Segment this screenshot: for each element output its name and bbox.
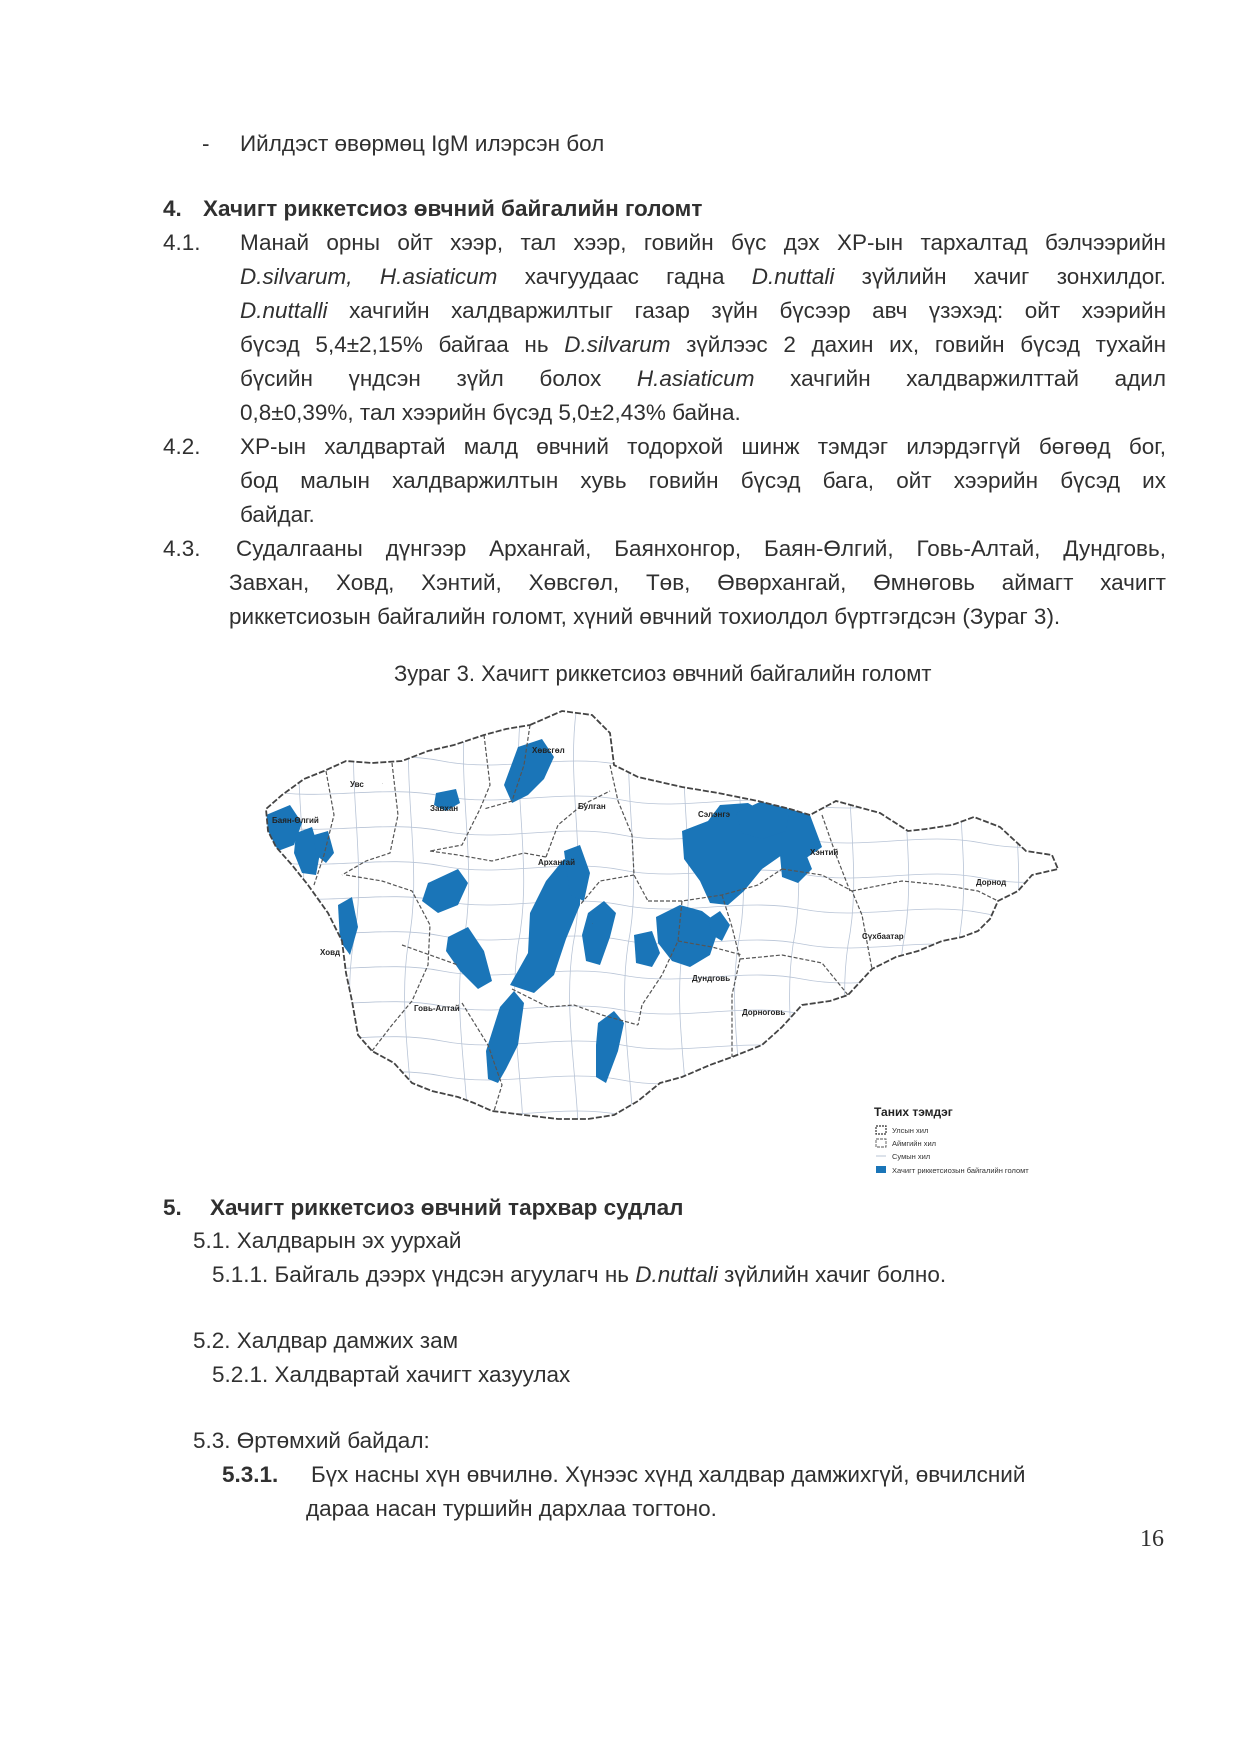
legend-swatch-country [876, 1126, 886, 1134]
item-5-1-1-text: 5.1.1. Байгаль дээрх үндсэн агуулагч нь [212, 1262, 636, 1287]
species-name: D.nuttali [635, 1262, 718, 1287]
p41-line3-text: хачгийн халдваржилтыг газар зүйн бүсээр авч үзэхэд: ойт хээрийн [327, 298, 1166, 323]
p41-line5-text: хачгийн халдваржилттай адил [754, 366, 1166, 391]
p43-number: 4.3. [163, 536, 201, 561]
species-name: D.nuttali [751, 264, 835, 289]
legend-item-soum: Сумын хил [892, 1152, 931, 1161]
p41-line6: 0,8±0,39%, тал хээрийн бүсэд 5,0±2,43% байна. [240, 400, 741, 425]
aimag-label-dundgovi: Дундговь [692, 974, 731, 983]
item-5-2-1: 5.2.1. Халдвартай хачигт хазуулах [212, 1362, 571, 1387]
p41-line2 [240, 260, 1166, 294]
item-5-1-1-text: зүйлийн хачиг болно. [717, 1262, 947, 1287]
species-name: D.silvarum [564, 332, 671, 357]
p42-line3: байдаг. [240, 502, 315, 527]
aimag-label-sukhbaatar: Сүхбаатар [862, 932, 904, 941]
section4-number: 4. [163, 196, 182, 221]
p41-line5-text: бүсийн үндсэн зүйл болох [240, 366, 637, 391]
legend-item-country: Улсын хил [892, 1126, 929, 1135]
aimag-label-arkhangai: Архангай [538, 858, 575, 867]
aimag-label-khuvsgul: Хөвсгөл [532, 746, 565, 755]
p43-line3: риккетсиозын байгалийн голомт, хүний өвчний тохиолдол бүртгэгдсэн (Зураг 3). [229, 604, 1061, 629]
aimag-label-khovd: Ховд [320, 948, 341, 957]
p42-line2: бод малын халдваржилтын хувь говийн бүсэд бага, ойт хээрийн бүсэд их [240, 468, 1166, 493]
section5-heading: Хачигт риккетсиоз өвчний тархвар судлал [210, 1195, 684, 1220]
map-legend [874, 1105, 1029, 1175]
p41-line3 [240, 294, 1166, 328]
p41-line2-text: хачгуудаас гадна [497, 264, 752, 289]
p43-line1: Судалгааны дүнгээр Архангай, Баянхонгор, Баян-Өлгий, Говь-Алтай, Дундговь, [236, 536, 1166, 561]
species-name: H.asiaticum [636, 366, 755, 391]
legend-item-aimag: Аймгийн хил [892, 1139, 937, 1148]
p41-line2-text: зүйлийн хачиг зонхилдог. [834, 264, 1166, 289]
item-5-3-1-line2: дараа насан туршийн дархлаа тогтоно. [306, 1496, 717, 1521]
p43-line2: Завхан, Ховд, Хэнтий, Хөвсгөл, Төв, Өвөрхангай, Өмнөговь аймагт хачигт [229, 570, 1166, 595]
aimag-label-uvs: Увс [350, 780, 364, 789]
subsection-5-1: 5.1. Халдварын эх уурхай [193, 1228, 462, 1253]
legend-title: Таних тэмдэг [874, 1105, 953, 1119]
section4-heading: Хачигт риккетсиоз өвчний байгалийн голомт [203, 196, 703, 221]
p41-line4 [240, 328, 1166, 362]
aimag-label-bulgan: Булган [578, 802, 606, 811]
bullet-marker: - [202, 131, 210, 156]
aimag-label-selenge: Сэлэнгэ [698, 810, 731, 819]
species-name: D.nuttalli [240, 298, 328, 323]
legend-item-focus: Хачигт риккетсиозын байгалийн голомт [892, 1166, 1029, 1175]
p41-line5 [240, 362, 1166, 396]
subsection-5-3: 5.3. Өртөмхий байдал: [193, 1428, 430, 1453]
p41-line4-text: зүйлээс 2 дахин их, говийн бүсэд тухайн [670, 332, 1166, 357]
soum-label: · [592, 921, 594, 926]
p41-line1: Манай орны ойт хээр, тал хээр, говийн бүс дэх ХР-ын тархалтад бэлчээрийн [240, 230, 1166, 255]
p41-line4-text: бүсэд 5,4±2,15% байгаа нь [240, 332, 565, 357]
subsection-5-2: 5.2. Халдвар дамжих зам [193, 1328, 459, 1353]
item-5-3-1-line1: Бүх насны хүн өвчилнө. Хүнээс хүнд халдвар дамжихгүй, өвчилсний [311, 1462, 1026, 1487]
page-number: 16 [1140, 1526, 1164, 1552]
soum-label: · [382, 781, 384, 786]
aimag-label-dornogovi: Дорноговь [742, 1008, 786, 1017]
item-5-1-1 [212, 1258, 946, 1292]
p42-number: 4.2. [163, 434, 201, 459]
legend-swatch-aimag [876, 1139, 886, 1147]
legend-swatch-focus [876, 1166, 886, 1173]
p42-line1: ХР-ын халдвартай малд өвчний тодорхой шинж тэмдэг илэрдэггүй бөгөөд бог, [240, 434, 1166, 459]
species-name: D.silvarum, H.asiaticum [240, 264, 498, 289]
mongolia-map [262, 705, 1062, 1185]
aimag-label-zavkhan: Завхан [430, 804, 459, 813]
section5-number: 5. [163, 1195, 182, 1220]
aimag-label-govi-altai: Говь-Алтай [414, 1004, 460, 1013]
aimag-label-bayan-ulgii: Баян-Өлгий [272, 816, 319, 825]
bullet-text: Ийлдэст өвөрмөц IgM илэрсэн бол [240, 131, 605, 156]
aimag-label-khentii: Хэнтий [810, 848, 839, 857]
aimag-label-dornod: Дорнод [976, 878, 1007, 887]
p41-number: 4.1. [163, 230, 201, 255]
item-5-3-1-number: 5.3.1. [222, 1462, 279, 1487]
figure-caption: Зураг 3. Хачигт риккетсиоз өвчний байгалийн голомт [394, 661, 932, 686]
